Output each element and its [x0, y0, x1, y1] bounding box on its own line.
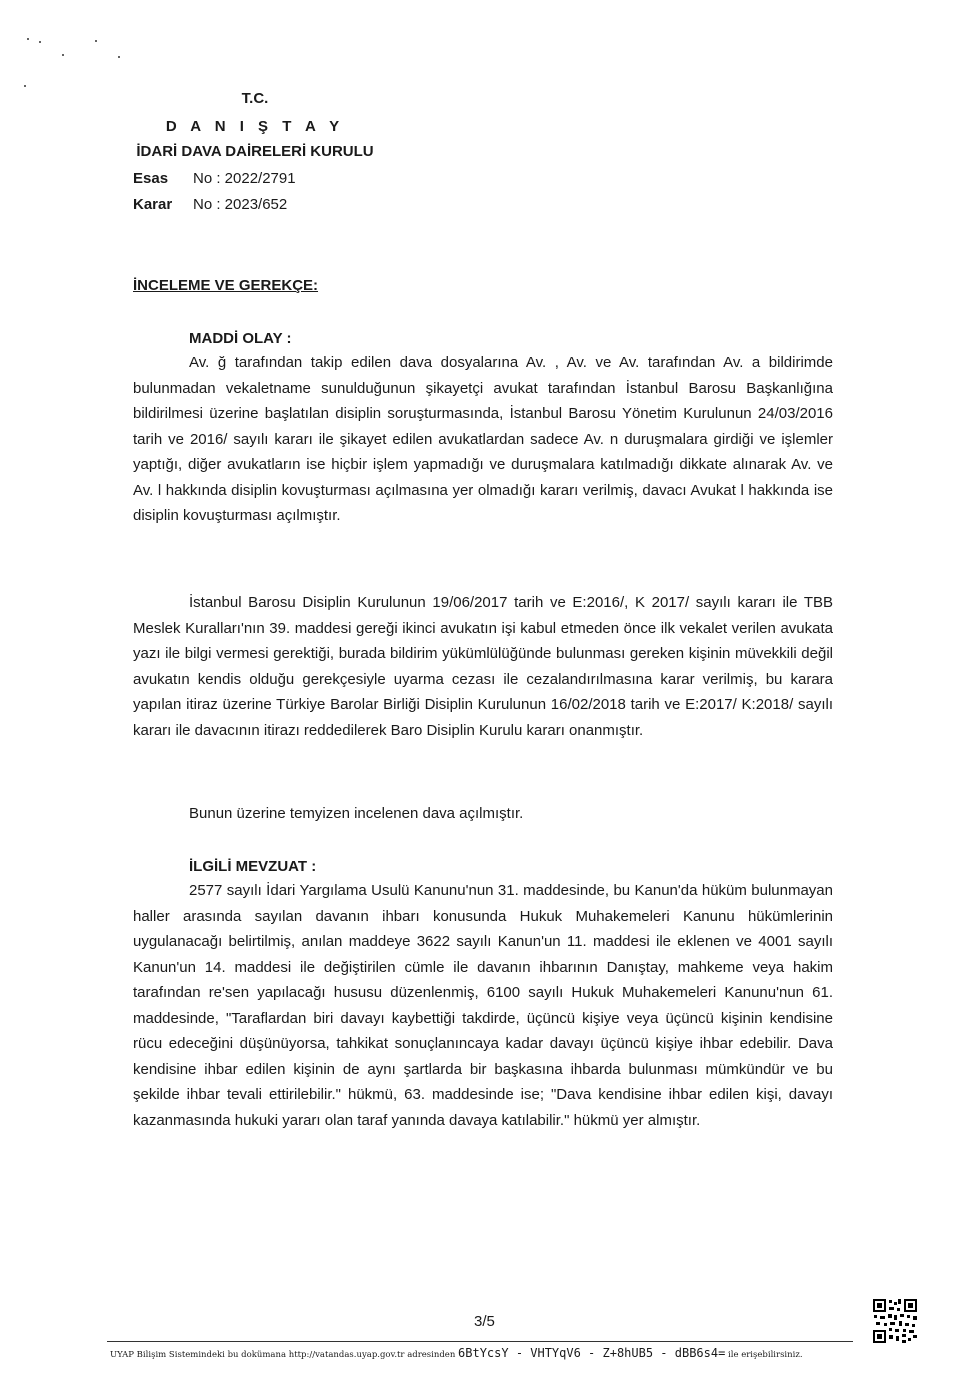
header-court: D A N I Ş T A Y: [165, 118, 345, 135]
footer-prefix: UYAP Bilişim Sistemindeki bu dokümana http://vatandas.uyap.gov.tr adresinden: [110, 1350, 456, 1360]
maddi-olay-paragraph-2: İstanbul Barosu Disiplin Kurulunun 19/06/2017 tarih ve E:2016/, K 2017/ sayılı kararı ile TBB Meslek Kuralları'nın 39. maddesi gereği ikinci avukatın işi kabul etmeden önce ilk vekalet verilen avukata yazı ile bilgi vermesi gerektiği, burada bildirim yükümlülüğünde bulunması gereken kişinin müvekkili değil avukatın kendis olduğu gerekçesiyle uyarma cezası ile cezalandırılmasına karar verilmiş, bu karara yapılan itiraz üzerine Türkiye Barolar Birliği Disiplin Kurulunun 16/02/2018 tarih ve E:2017/ K:2018/ sayılı kararı ile davacının itirazı reddedilerek Baro Disiplin Kurulu kararı onanmıştır.: [133, 594, 833, 739]
mevzuat-heading: İLGİLİ MEVZUAT :: [189, 858, 317, 875]
mevzuat-paragraph-1: 2577 sayılı İdari Yargılama Usulü Kanunu'nun 31. maddesinde, bu Kanun'da hüküm bulunmayan haller arasında sayılan davanın ihbarı konusunda Hukuk Muhakemeleri Kanunu hükümlerinin uygulanacağı belirtilmiş, anılan maddeye 3622 sayılı Kanun'un 11. maddesi ile eklenen ve 4001 sayılı Kanun'un 14. maddesi ile değiştirilen cümle ile davanın ihbarının Danıştay, mahkeme veya hakim tarafından re'sen yapılacağı hususu düzenlenmiş, 6100 sayılı Hukuk Muhakemeleri Kanunu'nun 61. maddesinde, "Taraflardan biri davayı kaybettiği takdirde, üçüncü kişiye veya üçüncü kişinin kendisine rücu edeceğini düşünüyorsa, tahkikat sonuçlanıncaya kadar davayı üçüncü kişiye ihbar edebilir. Dava kendisine ihbar edilen kişinin de aynı şartlarda bir başkasına ihbarda bulunması mümkündür ve bu şekilde ihbar tevali ettirilebilir." hükmü, 63. maddesinde ise; "Dava kendisine ihbar edilen kişi, davayı kazanmasında hukuki yararı olan taraf yanında davaya katılabilir." hükmü yer almıştır.: [133, 882, 833, 1129]
esas-number: [133, 170, 296, 187]
karar-value: No : 2023/652: [193, 196, 288, 213]
header-board: İDARİ DAVA DAİRELERİ KURULU: [136, 143, 374, 160]
header-tc: T.C.: [241, 90, 269, 107]
footer-divider: [107, 1341, 853, 1342]
esas-value: No : 2022/2791: [193, 170, 296, 187]
karar-number: [133, 196, 287, 213]
karar-label: Karar: [133, 196, 173, 213]
footer-access-code: 6BtYcsY - VHTYqV6 - Z+8hUB5 - dBB6s4=: [458, 1346, 726, 1360]
maddi-olay-paragraph-1: Av. ğ tarafından takip edilen dava dosyalarına Av. , Av. ve Av. tarafından Av. a bildirimde bulunmadan vekaletname sunulduğunun şikayetçi avukat tarafından İstanbul Barosu Başkanlığına bildirilmesi üzerine başlatılan disiplin soruşturmasında, İstanbul Barosu Yönetim Kurulunun 24/03/2016 tarih ve 2016/ sayılı kararı ile şikayet edilen avukatlardan sadece Av. n duruşmalara girdiği ve işlemler yaptığı, diğer avukatların ise hiçbir işlem yapmadığı ve duruşmalara katılmadığı dikkate alınarak Av. ve Av. l hakkında disiplin kovuşturması açılmasına yer olmadığı kararı verilmiş, davacı Avukat l hakkında ise disiplin kovuşturması açılmıştır.: [133, 354, 833, 524]
footer-suffix: ile erişebilirsiniz.: [728, 1350, 803, 1360]
esas-label: Esas: [133, 170, 169, 187]
qr-code-icon: [872, 1298, 918, 1344]
maddi-olay-paragraph-3: Bunun üzerine temyizen incelenen dava açılmıştır.: [189, 805, 524, 822]
section-title: İNCELEME VE GEREKÇE:: [133, 277, 319, 294]
maddi-olay-heading: MADDİ OLAY :: [189, 330, 292, 347]
footer-uyap: [110, 1346, 803, 1360]
page-number: 3/5: [474, 1313, 495, 1330]
